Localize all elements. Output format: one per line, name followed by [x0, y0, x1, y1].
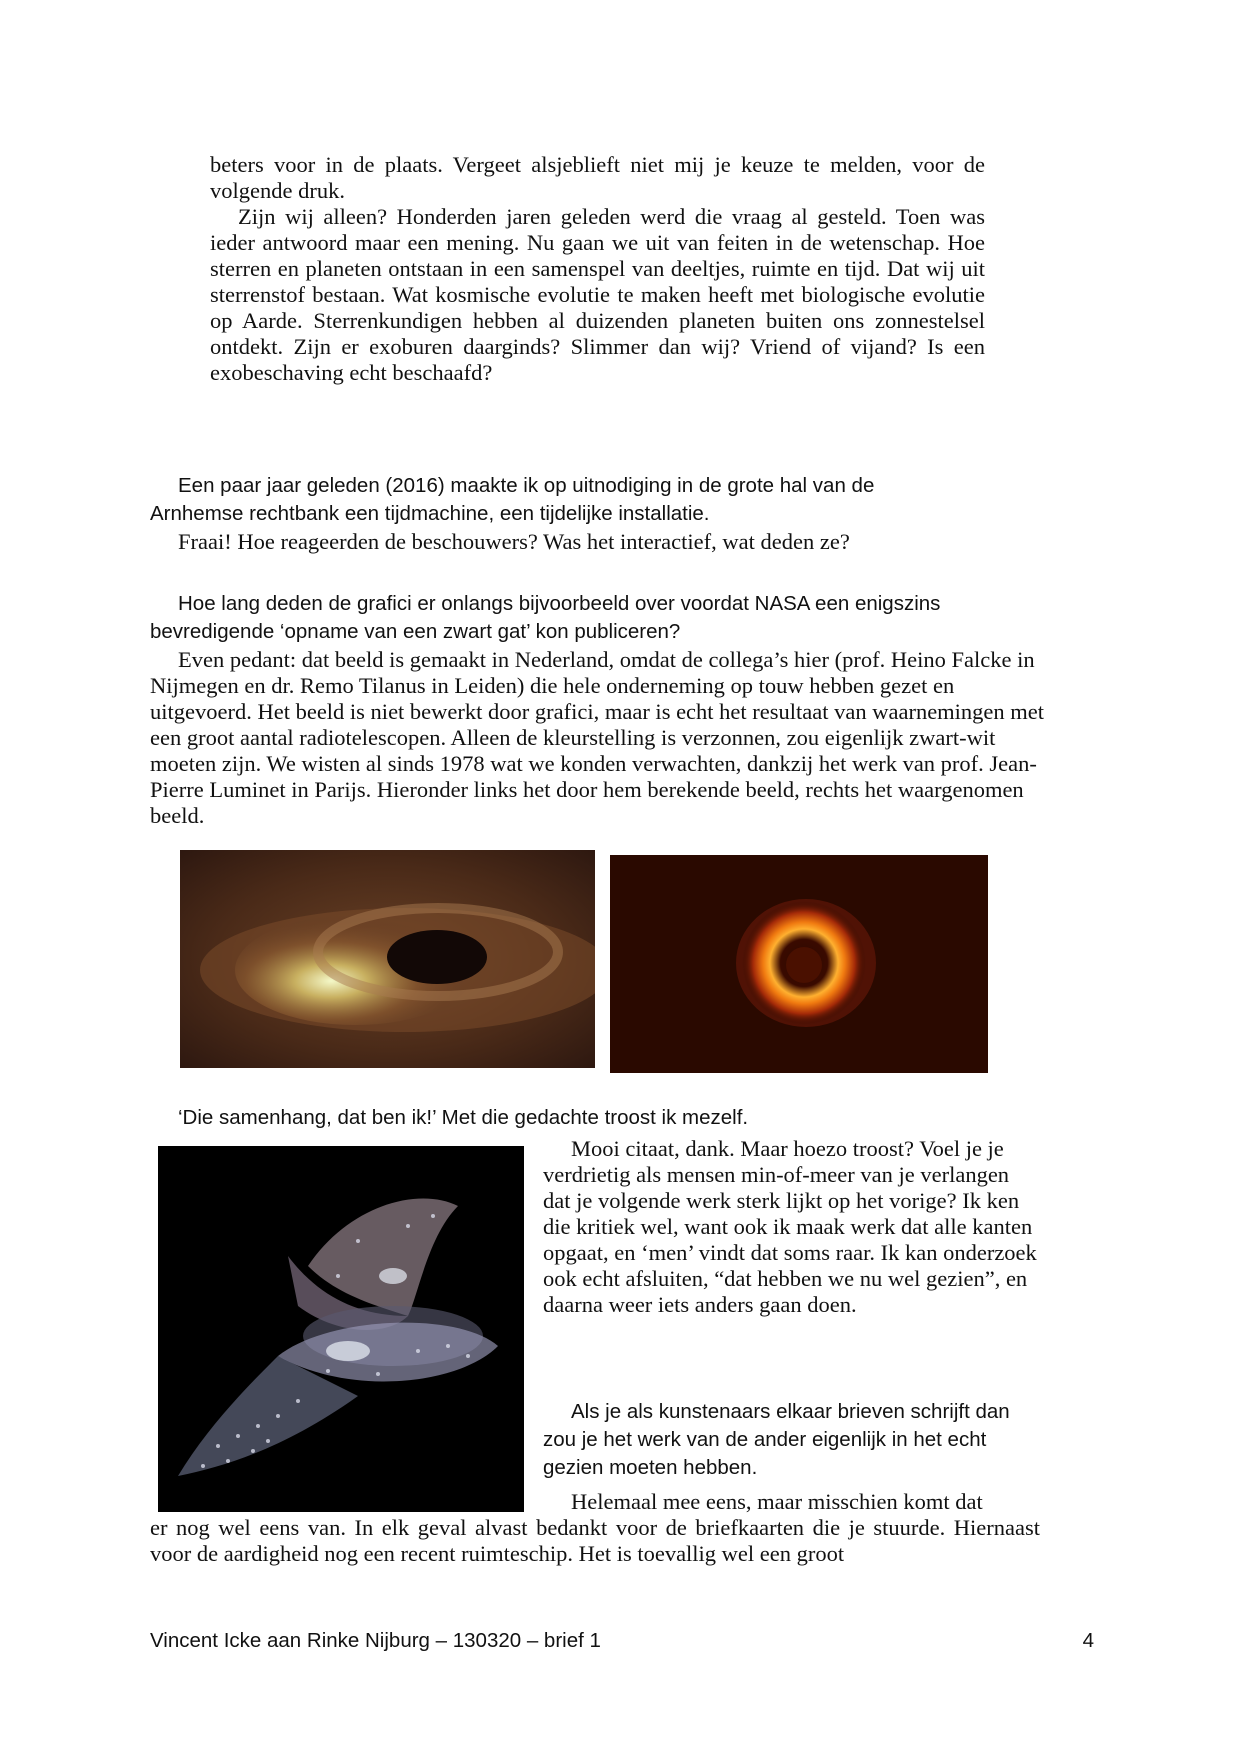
observed-black-hole-image	[610, 855, 988, 1073]
quote-block	[210, 152, 985, 386]
answer-4-rest-text: er nog wel eens van. In elk geval alvast bedankt voor de briefkaarten die je stuurde. Hiernaast voor de aardigheid nog een recent ruimteschip. Het is toevallig wel een groot	[150, 1515, 1040, 1566]
answer-4-start	[543, 1489, 1040, 1515]
question-4-text: Als je als kunstenaars elkaar brieven schrijft dan zou je het werk van de ander eigenlijk in het echt gezien moeten hebben.	[543, 1400, 1010, 1479]
footer-text: Vincent Icke aan Rinke Nijburg – 130320 – brief 1	[150, 1629, 601, 1652]
spaceship-graphic	[158, 1146, 524, 1512]
calculated-black-hole-image	[180, 850, 595, 1068]
question-3	[150, 1104, 1030, 1132]
answer-2	[150, 647, 1045, 829]
question-3-text: ‘Die samenhang, dat ben ik!’ Met die gedachte troost ik mezelf.	[178, 1106, 749, 1129]
answer-3	[543, 1136, 1040, 1318]
answer-4-rest	[150, 1515, 1040, 1567]
question-2	[150, 590, 1030, 646]
answer-4-start-text: Helemaal mee eens, maar misschien komt dat	[571, 1489, 983, 1514]
observed-black-hole-graphic	[610, 855, 988, 1073]
page-footer	[150, 1629, 1094, 1653]
answer-3-text: Mooi citaat, dank. Maar hoezo troost? Voel je je verdrietig als mensen min-of-meer van je verlangen dat je volgende werk sterk lijkt op het vorige? Ik ken die kritiek wel, want ook ik maak werk dat alle kanten opgaat, en ‘men’ vindt dat soms raar. Ik kan onderzoek ook echt afsluiten, “dat hebben we nu wel gezien”, en daarna weer iets anders gaan doen.	[543, 1136, 1037, 1317]
spaceship-image	[158, 1146, 524, 1512]
calculated-black-hole-graphic	[180, 850, 595, 1068]
question-1	[150, 472, 970, 528]
page-number: 4	[1082, 1629, 1094, 1652]
answer-1	[150, 529, 1050, 555]
question-2-text: Hoe lang deden de grafici er onlangs bijvoorbeeld over voordat NASA een enigszins bevredigende ‘opname van een zwart gat’ kon publiceren?	[150, 592, 941, 643]
answer-2-text: Even pedant: dat beeld is gemaakt in Nederland, omdat de collega’s hier (prof. Heino Falcke in Nijmegen en dr. Remo Tilanus in Leiden) die hele onderneming op touw hebben gezet en uitgevoerd. Het beeld is niet bewerkt door grafici, maar is echt het resultaat van waarnemingen met een groot aantal radiotelescopen. Alleen de kleurstelling is verzonnen, zou eigenlijk zwart-wit moeten zijn. We wisten al sinds 1978 wat we konden verwachten, dankzij het werk van prof. Jean-Pierre Luminet in Parijs. Hieronder links het door hem berekende beeld, rechts het waargenomen beeld.	[150, 647, 1045, 828]
question-4	[543, 1398, 1040, 1482]
quote-paragraph-1: beters voor in de plaats. Vergeet alsjeblieft niet mij je keuze te melden, voor de volgende druk.	[210, 152, 985, 203]
answer-1-text: Fraai! Hoe reageerden de beschouwers? Was het interactief, wat deden ze?	[178, 529, 850, 554]
question-1-text: Een paar jaar geleden (2016) maakte ik op uitnodiging in de grote hal van de Arnhemse rechtbank een tijdmachine, een tijdelijke installatie.	[150, 474, 875, 525]
quote-paragraph-2: Zijn wij alleen? Honderden jaren geleden werd die vraag al gesteld. Toen was ieder antwoord maar een mening. Nu gaan we uit van feiten in de wetenschap. Hoe sterren en planeten ontstaan in een samenspel van deeltjes, ruimte en tijd. Dat wij uit sterrenstof bestaan. Wat kosmische evolutie te maken heeft met biologische evolutie op Aarde. Sterrenkundigen hebben al duizenden planeten buiten ons zonnestelsel ontdekt. Zijn er exoburen daarginds? Slimmer dan wij? Vriend of vijand? Is een exobeschaving echt beschaafd?	[210, 204, 985, 385]
